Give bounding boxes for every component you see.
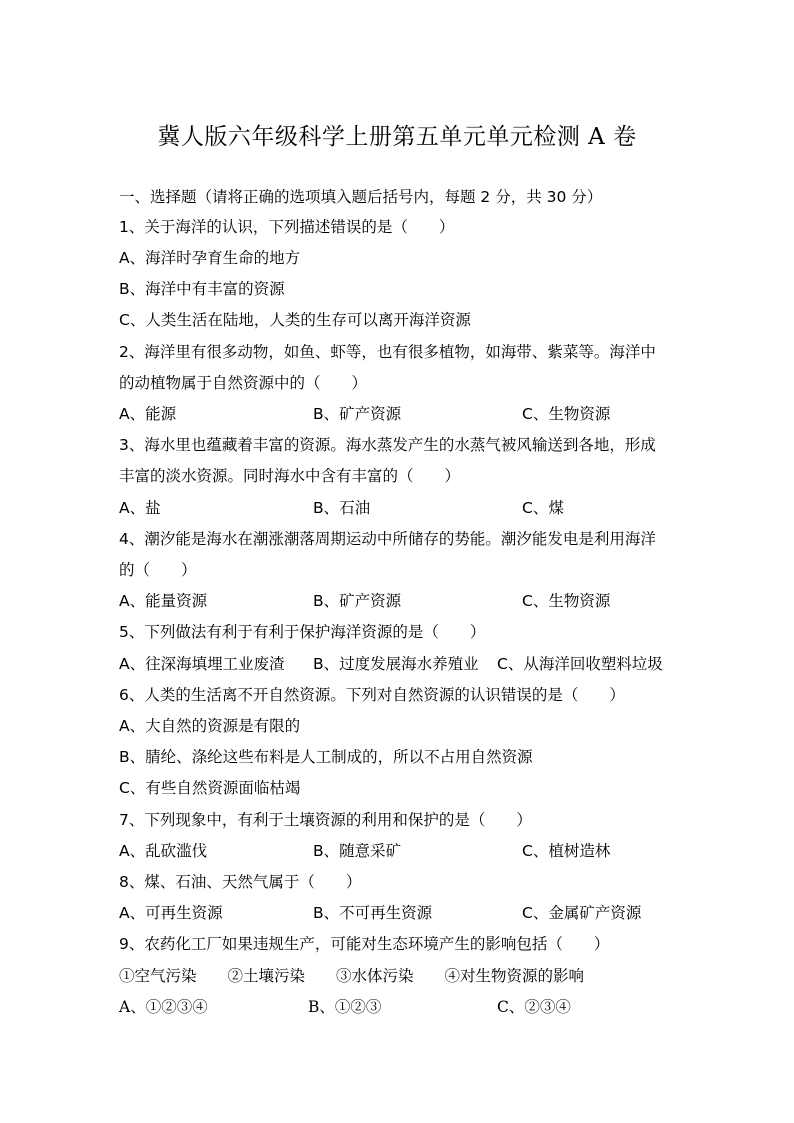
question-8-option-b: B、不可再生资源 xyxy=(313,904,433,922)
question-7-option-c: C、植树造林 xyxy=(522,842,611,860)
question-1-option-b: B、海洋中有丰富的资源 xyxy=(119,280,285,298)
question-9-stem: 9、农药化工厂如果违规生产，可能对生态环境产生的影响包括（ ） xyxy=(119,935,610,953)
question-6-option-b: B、腈纶、涤纶这些布料是人工制成的，所以不占用自然资源 xyxy=(119,748,533,766)
question-3-stem-line-1: 3、海水里也蕴藏着丰富的资源。海水蒸发产生的水蒸气被风输送到各地，形成 xyxy=(119,436,656,454)
question-2-option-b: B、矿产资源 xyxy=(313,405,402,423)
question-7-stem: 7、下列现象中，有利于土壤资源的利用和保护的是（ ） xyxy=(119,811,532,829)
question-9-items: ①空气污染 ②土壤污染 ③水体污染 ④对生物资源的影响 xyxy=(119,967,585,985)
question-6-option-a: A、大自然的资源是有限的 xyxy=(119,717,301,735)
question-4-stem-line-1: 4、潮汐能是海水在潮涨潮落周期运动中所储存的势能。潮汐能发电是利用海洋 xyxy=(119,530,656,548)
question-2-stem-line-1: 2、海洋里有很多动物，如鱼、虾等，也有很多植物，如海带、紫菜等。海洋中 xyxy=(119,343,656,361)
question-4-option-a: A、能量资源 xyxy=(119,592,208,610)
question-6-option-c: C、有些自然资源面临枯竭 xyxy=(119,779,301,797)
question-3-stem-line-2: 丰富的淡水资源。同时海水中含有丰富的（ ） xyxy=(119,467,461,485)
question-8-option-a: A、可再生资源 xyxy=(119,904,223,922)
question-5-option-b: B、过度发展海水养殖业 xyxy=(313,655,479,673)
page-title: 冀人版六年级科学上册第五单元单元检测 A 卷 xyxy=(157,124,637,150)
question-4-stem-line-2: 的（ ） xyxy=(119,561,197,579)
question-5-stem: 5、下列做法有利于有利于保护海洋资源的是（ ） xyxy=(119,623,486,641)
question-5-option-c: C、从海洋回收塑料垃圾 xyxy=(497,655,663,673)
section-heading: 一、选择题（请将正确的选项填入题后括号内，每题 2 分，共 30 分） xyxy=(119,188,603,206)
question-7-option-a: A、乱砍滥伐 xyxy=(119,842,208,860)
question-1-option-c: C、人类生活在陆地，人类的生存可以离开海洋资源 xyxy=(119,311,471,329)
question-9-option-a: A、①②③④ xyxy=(119,998,208,1016)
question-1-stem: 1、关于海洋的认识，下列描述错误的是（ ） xyxy=(119,218,455,236)
question-4-option-b: B、矿产资源 xyxy=(313,592,402,610)
question-2-option-c: C、生物资源 xyxy=(522,405,611,423)
question-8-option-c: C、金属矿产资源 xyxy=(522,904,642,922)
question-2-stem-line-2: 的动植物属于自然资源中的（ ） xyxy=(119,374,368,392)
question-4-option-c: C、生物资源 xyxy=(522,592,611,610)
question-7-option-b: B、随意采矿 xyxy=(313,842,402,860)
question-1-option-a: A、海洋时孕育生命的地方 xyxy=(119,249,301,267)
question-9-option-c: C、②③④ xyxy=(497,998,571,1016)
question-9-option-b: B、①②③ xyxy=(308,998,382,1016)
question-5-option-a: A、往深海填埋工业废渣 xyxy=(119,655,285,673)
question-3-option-a: A、盐 xyxy=(119,499,161,517)
question-3-option-c: C、煤 xyxy=(522,499,564,517)
question-8-stem: 8、煤、石油、天然气属于（ ） xyxy=(119,873,362,891)
question-2-option-a: A、能源 xyxy=(119,405,177,423)
question-3-option-b: B、石油 xyxy=(313,499,371,517)
question-6-stem: 6、人类的生活离不开自然资源。下列对自然资源的认识错误的是（ ） xyxy=(119,686,625,704)
